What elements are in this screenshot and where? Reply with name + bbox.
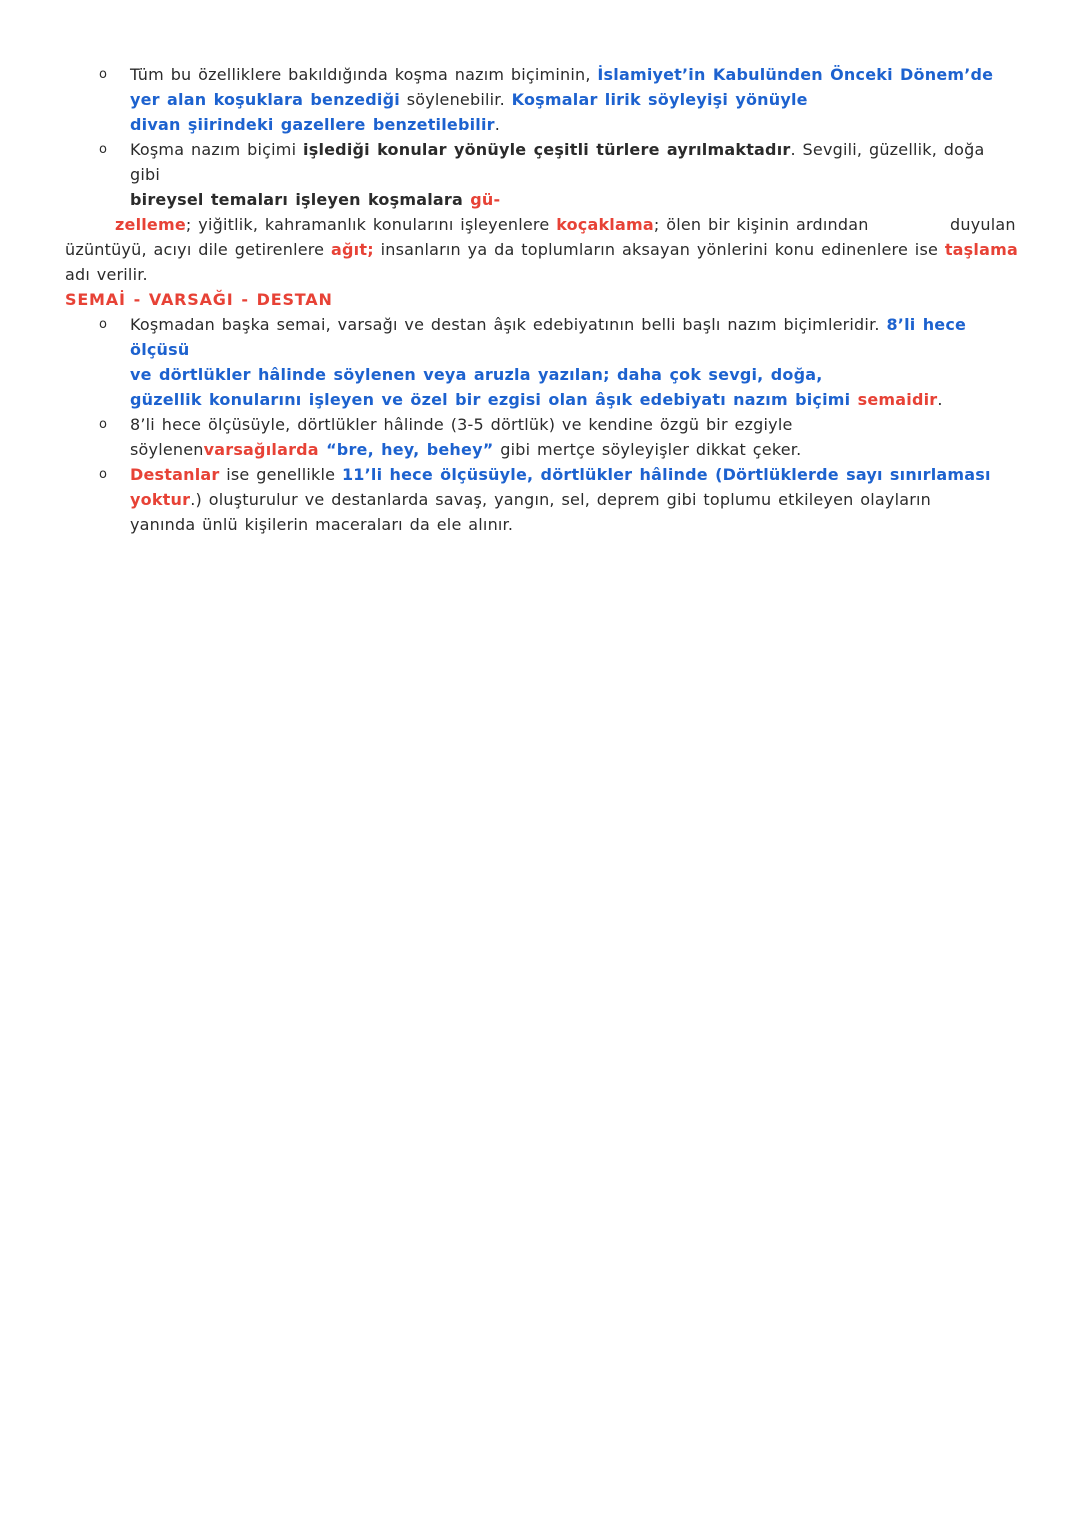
bullet-marker-icon: o xyxy=(99,317,108,332)
text-line xyxy=(65,387,1018,412)
text-line xyxy=(65,137,1018,187)
text-run: ağıt; xyxy=(331,240,374,259)
text-line xyxy=(65,512,1018,537)
text-run: ve dörtlükler hâlinde söylenen veya aruzla yazılan; daha çok sevgi, doğa, xyxy=(130,365,823,384)
text-run: 8’li hece ölçüsüyle, dörtlükler hâlinde (3-5 dörtlük) ve kendine özgü bir ezgiyle xyxy=(130,415,793,434)
text-run: ise genellikle xyxy=(219,465,342,484)
text-line xyxy=(65,212,1018,237)
text-run: Koşmadan başka semai, varsağı ve destan âşık edebiyatının belli başlı nazım biçimleridir. xyxy=(130,315,887,334)
text-run: Destanlar xyxy=(130,465,220,484)
bullet-marker-icon: o xyxy=(99,467,108,482)
text-run: İslamiyet’in Kabulünden Önceki Dönem’de xyxy=(597,65,994,84)
text-line xyxy=(65,362,1018,387)
text-run: taşlama xyxy=(944,240,1018,259)
text-line xyxy=(65,87,1018,112)
text-run: işlediği konular yönüyle çeşitli türlere ayrılmaktadır xyxy=(303,140,791,159)
text-run: yer alan koşuklara benzediği xyxy=(130,90,400,109)
text-line xyxy=(65,237,1018,262)
text-run: 11’li hece ölçüsüyle, dörtlükler hâlinde (Dörtlüklerde sayı sınırlaması xyxy=(341,465,991,484)
document-body xyxy=(65,62,1018,537)
text-run: . Sevgili, güzellik, doğa gibi xyxy=(130,140,992,184)
text-run: söylenebilir. xyxy=(399,90,512,109)
text-line xyxy=(65,437,1018,462)
text-run: güzellik konularını işleyen ve özel bir ezgisi olan âşık edebiyatı nazım biçimi xyxy=(130,390,858,409)
text-run: Koşmalar lirik söyleyişi yönüyle xyxy=(511,90,808,109)
text-run: yanında ünlü kişilerin maceraları da ele alınır. xyxy=(130,515,514,534)
text-run: Koşma nazım biçimi xyxy=(130,140,304,159)
text-run: üzüntüyü, acıyı dile getirenlere xyxy=(65,240,332,259)
text-run: . xyxy=(937,390,943,409)
text-run: gibi mertçe söyleyişler dikkat çeker. xyxy=(493,440,802,459)
bullet-marker-icon: o xyxy=(99,142,108,157)
text-run: söylenen xyxy=(130,440,204,459)
text-line xyxy=(65,62,1018,87)
text-run: insanların ya da toplumların aksayan yönlerini konu edinenlere ise xyxy=(373,240,945,259)
text-line xyxy=(65,187,1018,212)
text-line xyxy=(65,287,1018,312)
text-run: ; yiğitlik, kahramanlık konularını işleyenlere xyxy=(185,215,557,234)
text-line xyxy=(65,312,1018,362)
text-run: varsağılarda xyxy=(203,440,319,459)
text-run: Tüm bu özelliklere bakıldığında koşma nazım biçiminin, xyxy=(130,65,598,84)
text-run: . xyxy=(494,115,501,134)
text-line xyxy=(65,487,1018,512)
text-line xyxy=(65,112,1018,137)
text-run: .) oluşturulur ve destanlarda savaş, yangın, sel, deprem gibi toplumu etkileyen olayların xyxy=(190,490,931,509)
text-line xyxy=(65,262,1018,287)
text-run: 8’li hece ölçüsü xyxy=(130,315,974,359)
text-run: adı verilir. xyxy=(65,265,148,284)
text-run: gü- xyxy=(470,190,501,209)
text-run: “bre, hey, behey” xyxy=(318,440,494,459)
text-line xyxy=(65,462,1018,487)
text-run: koçaklama xyxy=(556,215,654,234)
text-run: divan şiirindeki gazellere benzetilebilir xyxy=(130,115,495,134)
text-line xyxy=(65,412,1018,437)
text-run: zelleme xyxy=(115,215,186,234)
text-run: SEMAİ - VARSAĞI - DESTAN xyxy=(65,290,333,309)
text-run: ; ölen bir kişinin ardından duyulan xyxy=(653,215,1016,234)
bullet-marker-icon: o xyxy=(99,67,108,82)
text-run: bireysel temaları işleyen koşmalara xyxy=(130,190,471,209)
bullet-marker-icon: o xyxy=(99,417,108,432)
text-run: yoktur xyxy=(130,490,191,509)
text-run: semaidir xyxy=(857,390,938,409)
